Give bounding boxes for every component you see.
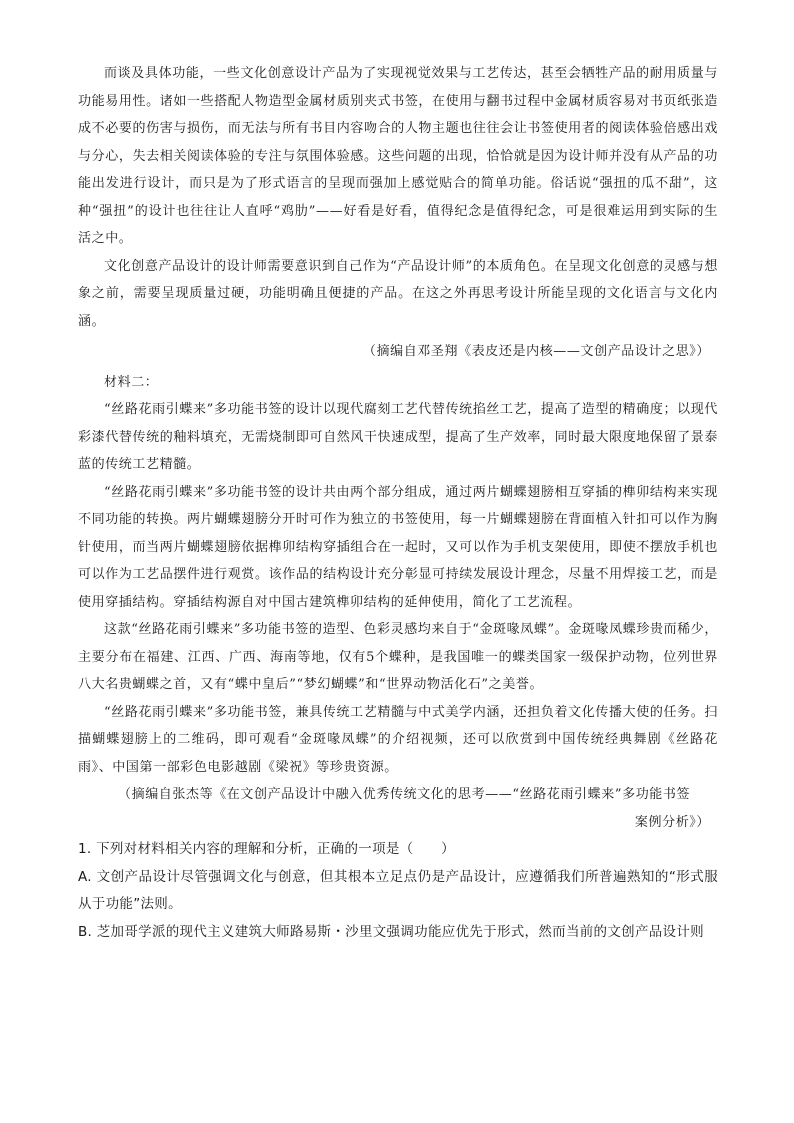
material2-source-line1: （摘编自张杰等《在文创产品设计中融入优秀传统文化的思考——“丝路花雨引蝶来”多功能书签 xyxy=(118,787,691,802)
material2-paragraph-1: “丝路花雨引蝶来”多功能书签的设计以现代腐刻工艺代替传统掐丝工艺，提高了造型的精确度；以现代彩漆代替传统的釉料填充，无需烧制即可自然风干快速成型，提高了生产效率，同时最大限度地保留了景泰蓝的传统工艺精髓。 xyxy=(78,402,718,472)
option-b: B. 芝加哥学派的现代主义建筑大师路易斯・沙里文强调功能应优先于形式，然而当前的文创产品设计则 xyxy=(78,923,704,940)
material2-paragraph-3: 这款“丝路花雨引蝶来”多功能书签的造型、色彩灵感均来自于“金斑喙凤蝶”。金斑喙凤蝶珍贵而稀少，主要分布在福建、江西、广西、海南等地，仅有5个蝶种，是我国唯一的蝶类国家一级保护动物，位列世界八大名贵蝴蝶之首，又有“蝶中皇后”“梦幻蝴蝶”和“世界动物活化石”之美誉。 xyxy=(78,622,718,692)
question-stem: 1. 下列对材料相关内容的理解和分析，正确的一项是（ ） xyxy=(78,841,455,857)
material2-source-line2: 案例分析》） xyxy=(634,814,710,830)
material2-paragraph-2: “丝路花雨引蝶来”多功能书签的设计共由两个部分组成，通过两片蝴蝶翅膀相互穿插的榫卯结构来实现不同功能的转换。两片蝴蝶翅膀分开时可作为独立的书签使用，每一片蝴蝶翅膀在背面植入针扣可以作为胸针使用，而当两片蝴蝶翅膀依据榫卯结构穿插组合在一起时，又可以作为手机支架使用，即使不摆放手机也可以作为工艺品摆件进行观赏。该作品的结构设计充分彰显可持续发展设计理念，尽量不用焊接工艺，而是使用穿插结构。穿插结构源自对中国古建筑榫卯结构的延伸使用，简化了工艺流程。 xyxy=(78,484,718,610)
material1-paragraph-1: 而谈及具体功能，一些文化创意设计产品为了实现视觉效果与工艺传达，甚至会牺牲产品的耐用质量与功能易用性。诸如一些搭配人物造型金属材质别夹式书签，在使用与翻书过程中金属材质容易对书页纸张造成不必要的伤害与损伤，而无法与所有书目内容吻合的人物主题也往往会让书签使用者的阅读体验倍感出戏与分心，失去相关阅读体验的专注与氛围体验感。这些问题的出现，恰恰就是因为设计师并没有从产品的功能出发进行设计，而只是为了形式语言的呈现而强加上感觉贴合的简单功能。俗话说“强扭的瓜不甜”，这种“强扭”的设计也往往让人直呼“鸡肋”——好看是好看，值得纪念是值得纪念，可是很难运用到实际的生活之中。 xyxy=(78,66,718,246)
material1-paragraph-2: 文化创意产品设计的设计师需要意识到自己作为“产品设计师”的本质角色。在呈现文化创意的灵感与想象之前，需要呈现质量过硬，功能明确且便捷的产品。在这之外再思考设计所能呈现的文化语言与文化内涵。 xyxy=(78,258,718,329)
material2-paragraph-4: “丝路花雨引蝶来”多功能书签，兼具传统工艺精髓与中式美学内涵，还担负着文化传播大使的任务。扫描蝴蝶翅膀上的二维码，即可观看“金斑喙凤蝶”的介绍视频，还可以欣赏到中国传统经典舞剧《丝路花雨》、中国第一部彩色电影越剧《梁祝》等珍贵资源。 xyxy=(78,704,718,775)
reading-material xyxy=(78,60,718,946)
material1-source: （摘编自邓圣翔《表皮还是内核——文创产品设计之思》） xyxy=(362,344,710,359)
option-a: A. 文创产品设计尽管强调文化与创意，但其根本立足点仍是产品设计，应遵循我们所普遍熟知的“形式服从于功能”法则。 xyxy=(78,868,718,912)
material2-label: 材料二： xyxy=(104,374,159,390)
